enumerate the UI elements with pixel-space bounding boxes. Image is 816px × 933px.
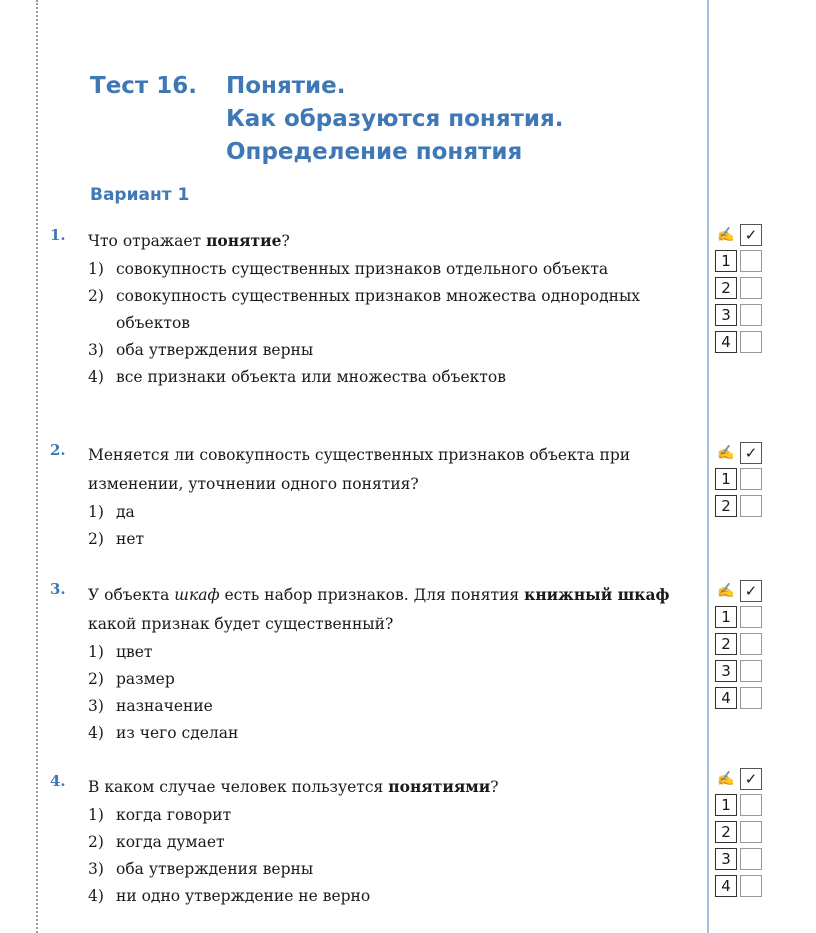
option-2: 2) нет xyxy=(88,530,145,548)
answer-checkbox[interactable] xyxy=(740,821,762,843)
pencil-icon: ✍ xyxy=(717,583,735,599)
answer-grid-2: ✍ ✓ 1 2 xyxy=(715,442,762,522)
answer-column-divider xyxy=(707,0,709,933)
variant-heading: Вариант 1 xyxy=(90,185,190,205)
option-2: 2) размер xyxy=(88,670,175,688)
answer-grid-3: ✍ ✓ 1 2 3 4 xyxy=(715,580,762,714)
page-title xyxy=(90,70,564,169)
question-number: 1. xyxy=(50,226,66,244)
answer-checkbox[interactable] xyxy=(740,606,762,628)
option-3: 3) оба утверждения верны xyxy=(88,860,314,878)
question-text: В каком случае человек пользуется понятиями? xyxy=(88,777,499,796)
option-3: 3) назначение xyxy=(88,697,213,715)
title-line-3: Определение понятия xyxy=(226,139,523,165)
answer-checkbox[interactable] xyxy=(740,331,762,353)
option-1: 1) когда говорит xyxy=(88,806,232,824)
answer-checkbox[interactable] xyxy=(740,660,762,682)
pencil-icon: ✍ xyxy=(717,445,735,461)
checkmark-icon: ✓ xyxy=(740,442,762,464)
answer-checkbox[interactable] xyxy=(740,794,762,816)
answer-checkbox[interactable] xyxy=(740,875,762,897)
answer-grid-4: ✍ ✓ 1 2 3 4 xyxy=(715,768,762,902)
question-4 xyxy=(50,772,700,910)
option-1: 1) цвет xyxy=(88,643,153,661)
title-line-1: Понятие. xyxy=(226,73,346,99)
option-4: 4) из чего сделан xyxy=(88,724,239,742)
answer-grid-1: ✍ ✓ 1 2 3 4 xyxy=(715,224,762,358)
pencil-icon: ✍ xyxy=(717,771,735,787)
answer-checkbox[interactable] xyxy=(740,468,762,490)
option-4: 4) ни одно утверждение не верно xyxy=(88,887,371,905)
checkmark-icon: ✓ xyxy=(740,580,762,602)
option-3: 3) оба утверждения верны xyxy=(88,341,314,359)
question-text: У объекта шкаф есть набор признаков. Для понятия книжный шкаф какой признак будет существенный? xyxy=(88,585,670,633)
question-text: Что отражает понятие? xyxy=(88,231,290,250)
checkmark-icon: ✓ xyxy=(740,224,762,246)
question-number: 2. xyxy=(50,441,66,459)
question-1 xyxy=(50,226,700,391)
pencil-icon: ✍ xyxy=(717,227,735,243)
option-2: 2) когда думает xyxy=(88,833,225,851)
answer-checkbox[interactable] xyxy=(740,304,762,326)
checkmark-icon: ✓ xyxy=(740,768,762,790)
title-line-2: Как образуются понятия. xyxy=(226,106,564,132)
option-4: 4) все признаки объекта или множества объектов xyxy=(88,368,506,386)
question-3 xyxy=(50,580,700,747)
question-number: 4. xyxy=(50,772,66,790)
answer-checkbox[interactable] xyxy=(740,633,762,655)
question-2 xyxy=(50,441,700,553)
option-2: 2) совокупность существенных признаков множества однородных объектов xyxy=(88,287,641,332)
answer-checkbox[interactable] xyxy=(740,250,762,272)
question-text: Меняется ли совокупность существенных признаков объекта при изменении, уточнении одного понятия? xyxy=(88,446,631,493)
answer-checkbox[interactable] xyxy=(740,848,762,870)
answer-checkbox[interactable] xyxy=(740,277,762,299)
perforation-line xyxy=(36,0,38,933)
answer-checkbox[interactable] xyxy=(740,687,762,709)
answer-checkbox[interactable] xyxy=(740,495,762,517)
option-1: 1) да xyxy=(88,503,135,521)
option-1: 1) совокупность существенных признаков отдельного объекта xyxy=(88,260,609,278)
test-number: Тест 16. xyxy=(90,73,198,99)
question-number: 3. xyxy=(50,580,66,598)
